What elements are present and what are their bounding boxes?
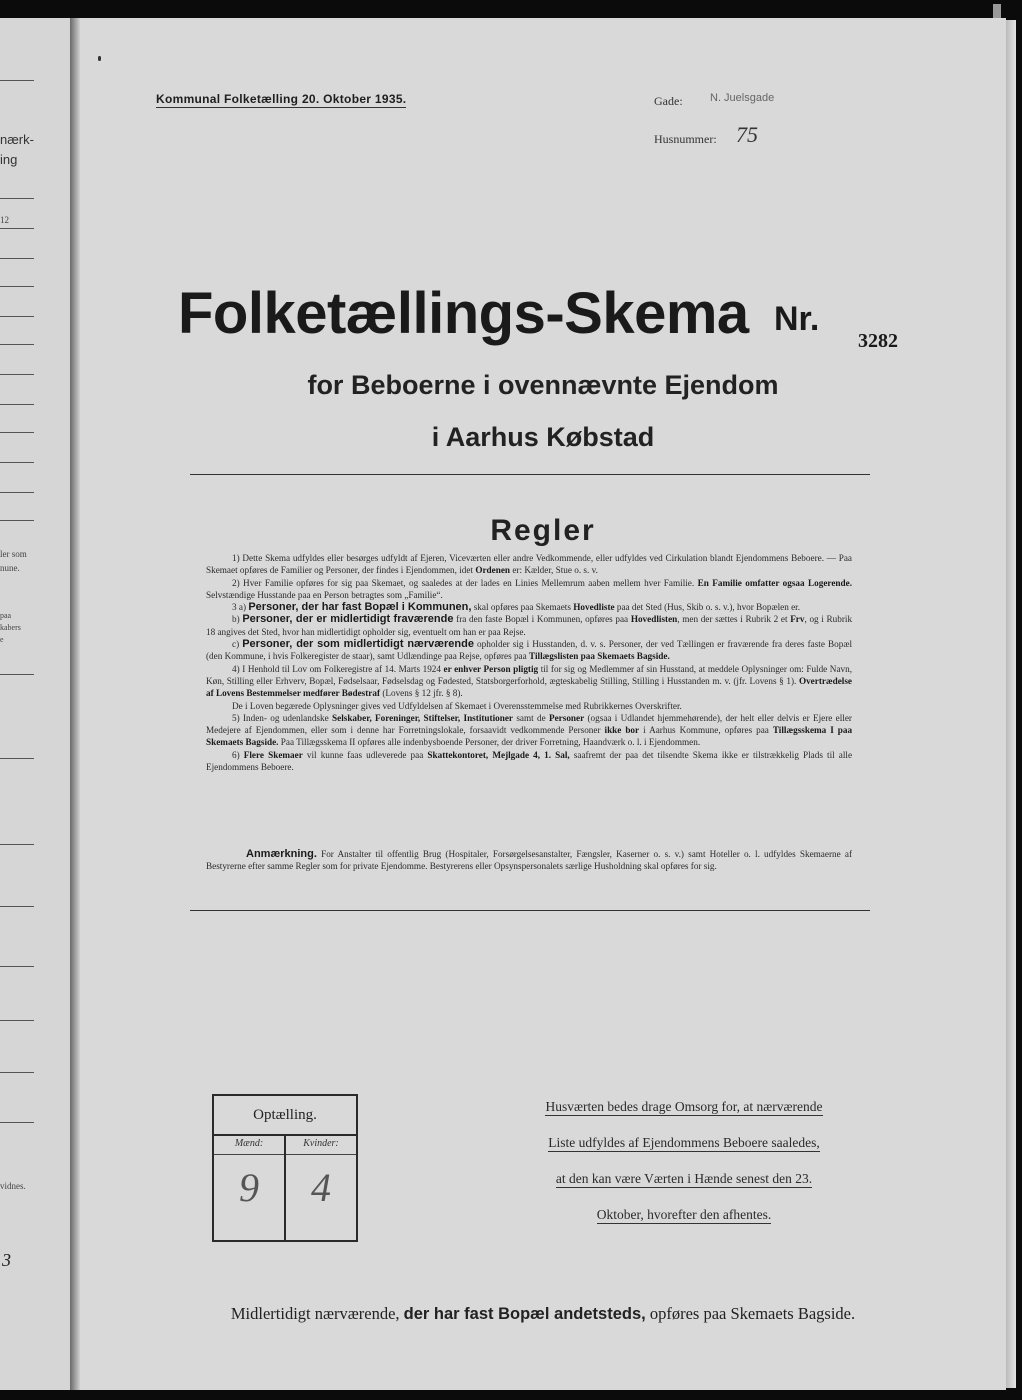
footer-note: Midlertidigt nærværende, der har fast Bopæl andetsteds, opføres paa Skemaets Bagside. (230, 1304, 856, 1323)
remark-section (206, 848, 852, 873)
women-label: Kvinder: (286, 1134, 356, 1155)
left-rule (0, 758, 34, 759)
book-gutter (70, 18, 80, 1390)
form-title: Folketællings-Skema (178, 281, 749, 346)
rule-6: 6) Flere Skemaer vil kunne faas udleverede paa Skattekontoret, Mejlgade 4, 1. Sal, saafremt der paa det tilsendte Skema ikke er tilstrækkelig Plads til alle Ejendommens Beboere. (206, 749, 853, 773)
left-rule (0, 1122, 34, 1123)
left-rule (0, 674, 34, 675)
left-rule (0, 316, 34, 317)
form-number-label: Nr. (774, 300, 820, 338)
divider (190, 474, 870, 475)
divider (190, 910, 870, 911)
rule-4-cont: De i Loven begærede Oplysninger gives ved Udfyldelsen af Skemaet i Overensstemmelse med Rubrikkernes Overskrifter. (232, 700, 682, 711)
left-rule (0, 344, 34, 345)
men-label: Mænd: (214, 1134, 284, 1155)
left-rule (0, 432, 34, 433)
form-serial-number: 3282 (858, 330, 898, 352)
page-speck (98, 56, 101, 61)
left-rule (0, 374, 34, 375)
left-rule (0, 228, 34, 229)
left-fragment: nune. (0, 563, 20, 573)
left-rule (0, 198, 34, 199)
census-header: Kommunal Folketælling 20. Oktober 1935. (156, 92, 407, 106)
left-fragment: e (0, 635, 4, 644)
rule-1: 1) Dette Skema udfyldes eller besørges udfyldt af Ejeren, Viceværten eller andre Vedkommende, eller udfyldes ved Cirkulation blandt Ejendommens Beboere. — Paa Skemaet opføres de Familier og Personer, der findes i Ejendommen, idet Ordenen er: Kælder, Stue o. s. v. (206, 553, 852, 576)
census-form-page (80, 18, 1006, 1390)
left-fragment: 12 (0, 215, 9, 225)
street-label: Gade: (654, 94, 683, 108)
count-box-title: Optælling. (214, 1096, 356, 1136)
left-fragment: nærk- (0, 132, 34, 147)
notice-line: Liste udfyldes af Ejendommens Beboere saaledes, (548, 1135, 820, 1150)
women-column (286, 1134, 356, 1240)
rules-heading: Regler (490, 514, 596, 547)
left-rule (0, 80, 34, 81)
left-handwritten-mark: 3 (2, 1250, 11, 1270)
left-rule (0, 286, 34, 287)
notice-line: Husværten bedes drage Omsorg for, at nærværende (545, 1099, 823, 1114)
women-count: 4 (311, 1165, 331, 1210)
page-edge (1006, 20, 1016, 1388)
men-column (214, 1134, 286, 1240)
form-subtitle: for Beboerne i ovennævnte Ejendom (307, 370, 779, 400)
left-rule (0, 1072, 34, 1073)
rule-3b: b) Personer, der er midlertidigt fraværende fra den faste Bopæl i Kommunen, opføres paa Hovedlisten, men der sættes i Rubrik 2 et Frv, og i Rubrik 18 angives det Sted, hvor han midlertidigt opholder sig, eventuelt om han er paa Rejse. (206, 613, 853, 637)
left-rule (0, 1020, 34, 1021)
street-value: N. Juelsgade (710, 92, 775, 104)
left-rule (0, 906, 34, 907)
left-rule (0, 492, 34, 493)
house-number-label: Husnummer: (654, 132, 717, 146)
left-fragment: ler som (0, 549, 27, 559)
left-rule (0, 462, 34, 463)
form-subtitle-city: i Aarhus Købstad (431, 422, 655, 452)
rule-3a: 3 a) Personer, der har fast Bopæl i Kommunen, skal opføres paa Skemaets Hovedliste paa det Sted (Hus, Skib o. s. v.), hvor Bopælen er. (232, 601, 801, 614)
left-rule (0, 844, 34, 845)
notice-line: Oktober, hvorefter den afhentes. (596, 1207, 772, 1222)
rule-5: 5) Inden- og udenlandske Selskaber, Foreninger, Stiftelser, Institutioner samt de Personer (ogsaa i Udlandet hjemmehørende), der helt eller delvis er Ejere eller Medejere af Ejendommen, eller som i denne har Forretningslokale, forsaavidt vedkommende Personer ikke bor i Aarhus Kommune, opføres paa Tillægsskema I paa Skemaets Bagside. Paa Tillægsskema II opføres alle indenbysboende Personer, der driver Forretning, Haandværk o. l. i Ejendommen. (206, 712, 853, 748)
men-count: 9 (239, 1165, 259, 1210)
left-rule (0, 258, 34, 259)
remark-text: Anmærkning. For Anstalter til offentlig Brug (Hospitaler, Forsørgelsesanstalter, Fængsler, Kaserner o. s. v.) samt Hoteller o. l. udfyldes Skemaerne af Bestyrerne efter samme Regler som for private Ejendomme. Bestyrerens eller Opsynspersonalets særlige Husholdning skal opføres for sig. (206, 848, 853, 872)
left-fragment: vidnes. (0, 1181, 26, 1191)
left-fragment: kabers (0, 623, 21, 632)
house-number-value: 75 (736, 122, 758, 147)
rule-4: 4) I Henhold til Lov om Folkeregistre af 14. Marts 1924 er enhver Person pligtig til for sig og Medlemmer af sin Husstand, at meddele Oplysninger om: Fulde Navn, Køn, Stilling eller Erhverv, Bopæl, Fødselsaar, Fødselsdag og Fødested, Statsborgerforhold, ægteskabelig Stilling, Stilling i Husstanden m. v. (jfr. Lovens § 1). Overtrædelse af Lovens Bestemmelser medfører Bødestraf (Lovens § 12 jfr. § 8). (206, 663, 853, 699)
left-rule (0, 966, 34, 967)
rule-3c: c) Personer, der som midlertidigt nærværende opholder sig i Husstanden, d. v. s. Personer, der ved Tællingen er fraværende fra deres faste Bopæl (den Kommune, i hvis Folkeregister de staar), samt Udlændinge paa Rejse, opføres paa Tillægslisten paa Skemaets Bagside. (206, 638, 852, 662)
left-fragment: ing (0, 152, 18, 167)
left-page-strip (0, 18, 70, 1390)
notice-line: at den kan være Værten i Hænde senest den 23. (555, 1171, 813, 1186)
left-rule (0, 520, 34, 521)
rules-body (206, 552, 852, 773)
rule-2: 2) Hver Familie opføres for sig paa Skemaet, og saaledes at der lades en Linies Mellemrum aaben mellem hver Familie. En Familie omfatter ogsaa Logerende. Selvstændige Husstande paa en Person betragtes som „Familie“. (206, 577, 852, 600)
count-box (212, 1094, 358, 1242)
left-rule (0, 404, 34, 405)
left-fragment: paa (0, 611, 12, 620)
